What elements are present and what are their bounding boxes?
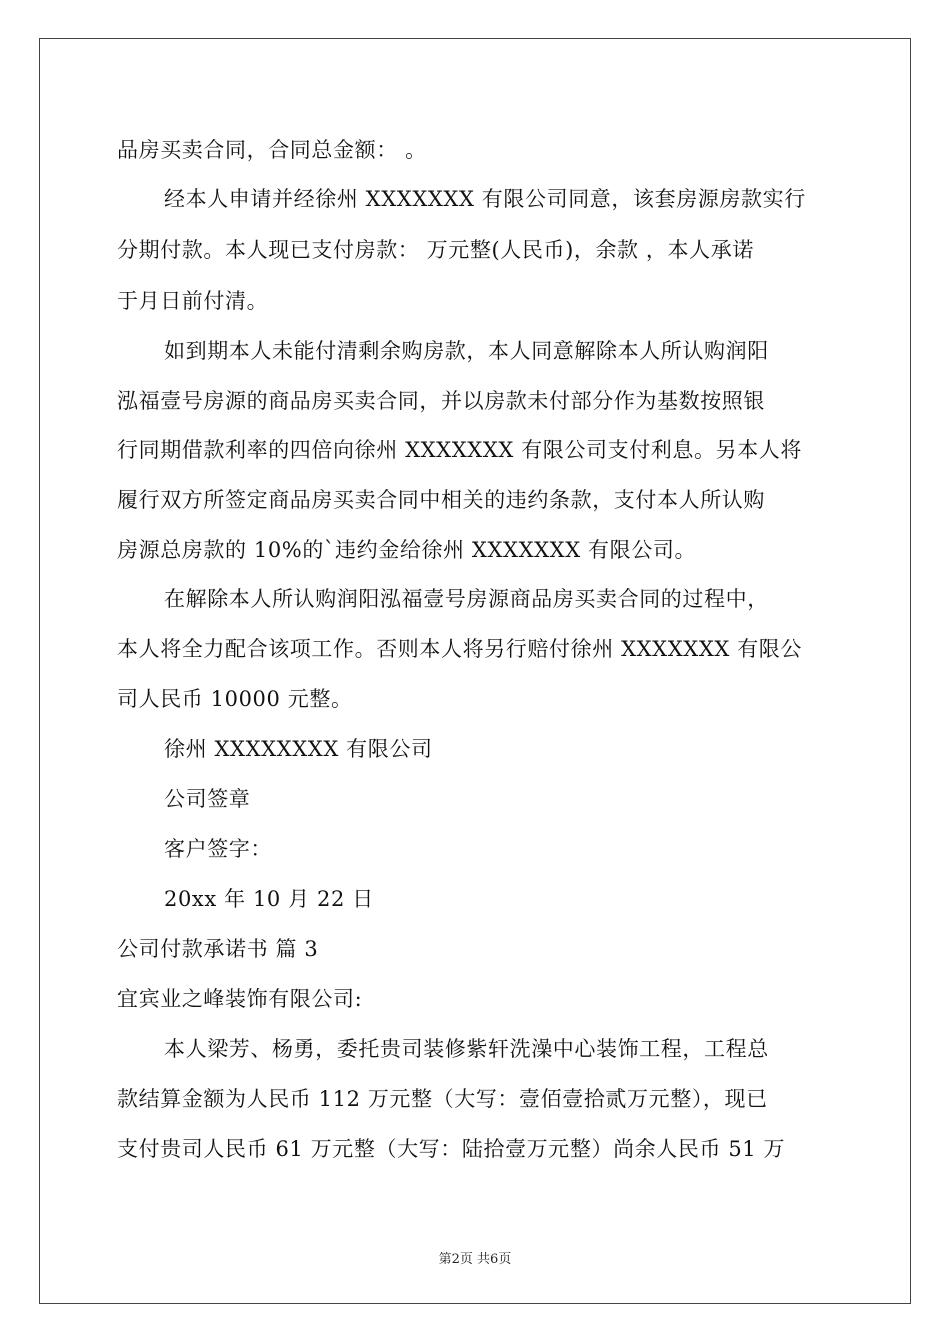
text-line: 经本人申请并经徐州 XXXXXXX 有限公司同意，该套房源房款实行 — [164, 187, 806, 211]
text-line: 行同期借款利率的四倍向徐州 XXXXXXX 有限公司支付利息。另本人将 — [117, 438, 802, 462]
text-line: 支付贵司人民币 61 万元整（大写：陆拾壹万元整）尚余人民币 51 万 — [117, 1137, 786, 1161]
text-line: 款结算金额为人民币 112 万元整（大写：壹佰壹拾贰万元整），现已 — [117, 1087, 768, 1111]
company-name: 徐州 XXXXXXXX 有限公司 — [164, 737, 433, 761]
page-border — [39, 38, 911, 1304]
text-line: 品房买卖合同，合同总金额： 。 — [117, 138, 427, 162]
text-line: 履行双方所签定商品房买卖合同中相关的违约条款，支付本人所认购 — [117, 488, 765, 512]
recipient-line: 宜宾业之峰装饰有限公司: — [117, 987, 363, 1011]
text-line: 本人梁芳、杨勇，委托贵司装修紫轩洗澡中心装饰工程，工程总 — [164, 1037, 769, 1061]
section-heading: 公司付款承诺书 篇 3 — [117, 937, 319, 961]
text-line: 司人民币 10000 元整。 — [117, 687, 353, 711]
page-number-footer: 第2页 共6页 — [438, 1252, 512, 1267]
company-seal-label: 公司签章 — [164, 787, 251, 811]
text-line: 于月日前付清。 — [117, 289, 269, 313]
text-line: 房源总房款的 10%的`违约金给徐州 XXXXXXX 有限公司。 — [117, 538, 697, 562]
text-line: 如到期本人未能付清剩余购房款，本人同意解除本人所认购润阳 — [164, 339, 769, 363]
text-line: 本人将全力配合该项工作。否则本人将另行赔付徐州 XXXXXXX 有限公 — [117, 637, 802, 661]
text-line: 泓福壹号房源的商品房买卖合同，并以房款未付部分作为基数按照银 — [117, 389, 765, 413]
text-line: 在解除本人所认购润阳泓福壹号房源商品房买卖合同的过程中， — [164, 587, 769, 611]
customer-signature-label: 客户签字： — [164, 837, 272, 861]
text-line: 分期付款。本人现已支付房款： 万元整(人民币)，余款 ，本人承诺 — [117, 238, 754, 262]
date-line: 20xx 年 10 月 22 日 — [164, 887, 374, 911]
